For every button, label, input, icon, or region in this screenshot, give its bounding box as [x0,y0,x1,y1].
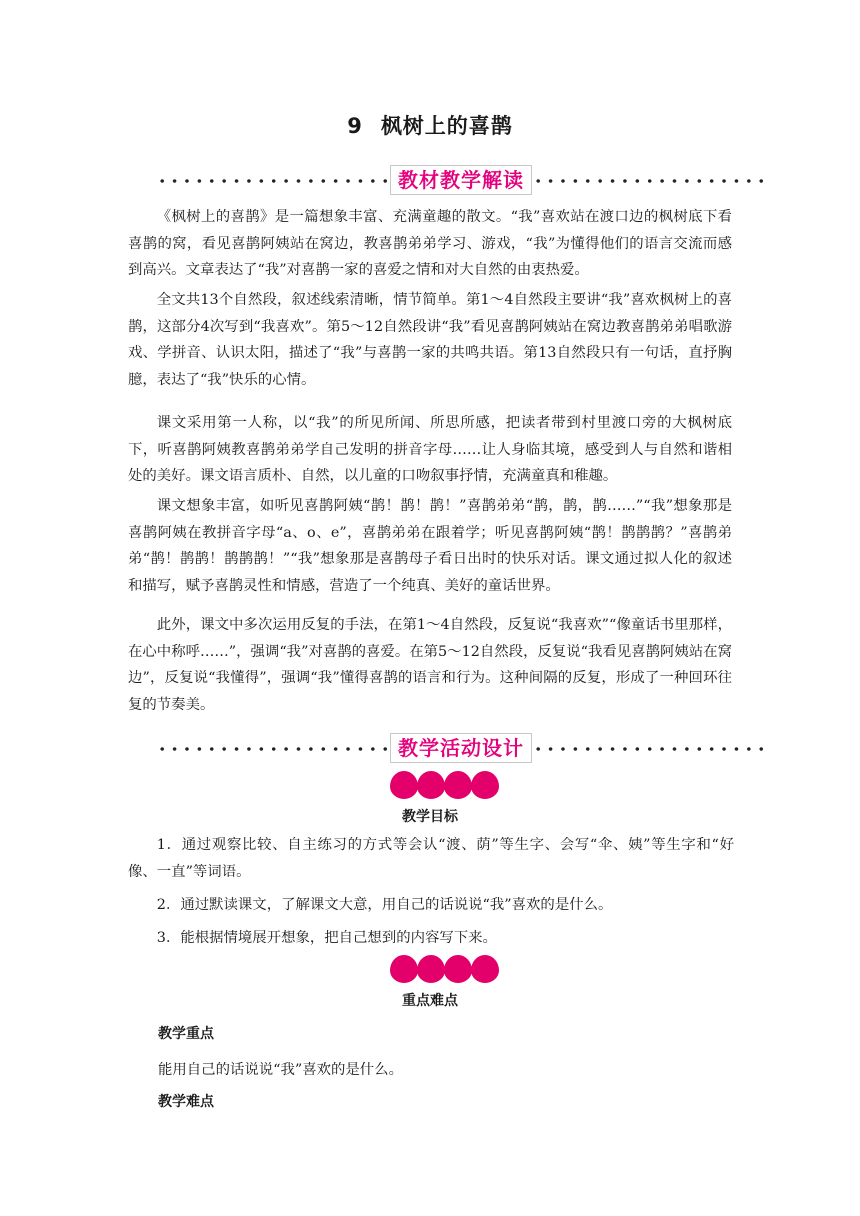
section-banner-activity [148,733,768,763]
paragraph-4: 课文想象丰富，如听见喜鹊阿姨“鹊！鹊！鹊！”喜鹊弟弟“鹊，鹊，鹊……”“我”想象那是喜鹊阿姨在教拼音字母“a、o、e”，喜鹊弟弟在跟着学；听见喜鹊阿姨“鹊！鹊鹊鹊？”喜鹊弟弟“鹊！鹊鹊！鹊鹊鹊！”“我”想象那是喜鹊母子看日出时的快乐对话。课文通过拟人化的叙述和描写，赋予喜鹊灵性和情感，营造了一个纯真、美好的童话世界。 [128,498,732,594]
lesson-number: 9 [347,114,363,138]
goals-title: 教学目标 [402,809,458,825]
bubble-icon [417,955,445,983]
lesson-title [0,110,860,140]
lesson-title-text: 枫树上的喜鹊 [380,114,513,138]
bubble-icon [471,771,499,799]
key-point-label: 教学重点 [158,1026,214,1042]
dotted-rule-right [532,747,768,751]
difficulty-label: 教学难点 [158,1094,214,1110]
paragraph-3: 课文采用第一人称，以“我”的所见所闻、所思所感，把读者带到村里渡口旁的大枫树底下，听喜鹊阿姨教喜鹊弟弟学自己发明的拼音字母……让人身临其境，感受到人与自然和谐相处的美好。课文语言质朴、自然，以儿童的口吻叙事抒情，充满童真和稚趣。 [128,415,732,484]
bubble-icon [390,771,418,799]
paragraph-2: 全文共13个自然段，叙述线索清晰，情节简单。第1～4自然段主要讲“我”喜欢枫树上的喜鹊，这部分4次写到“我喜欢”。第5～12自然段讲“我”看见喜鹊阿姨站在窝边教喜鹊弟弟唱歌游戏、学拼音、认识太阳，描述了“我”与喜鹊一家的共鸣共语。第13自然段只有一句话，直抒胸臆，表达了“我”快乐的心情。 [128,292,732,388]
dotted-rule-right [532,179,768,183]
dotted-rule-left [156,747,392,751]
bubble-icon [444,771,472,799]
goal-item-2: 2．通过默读课文，了解课文大意，用自己的话说说“我”喜欢的是什么。 [156,897,613,913]
decorative-bubbles [390,771,500,799]
bubble-icon [471,955,499,983]
bubble-icon [417,771,445,799]
section-banner-analysis [148,165,768,195]
section-heading-analysis: 教材教学解读 [390,165,532,195]
key-point-text: 能用自己的话说说“我”喜欢的是什么。 [158,1062,403,1078]
dotted-rule-left [156,179,392,183]
section-heading-activity: 教学活动设计 [390,733,532,763]
goal-item-3: 3．能根据情境展开想象，把自己想到的内容写下来。 [156,930,497,946]
paragraph-1: 《枫树上的喜鹊》是一篇想象丰富、充满童趣的散文。“我”喜欢站在渡口边的枫树底下看喜鹊的窝，看见喜鹊阿姨站在窝边，教喜鹊弟弟学习、游戏，“我”为懂得他们的语言交流而感到高兴。文章表达了“我”对喜鹊一家的喜爱之情和对大自然的由衷热爱。 [128,209,732,278]
key-points-title: 重点难点 [402,993,458,1009]
bubble-icon [444,955,472,983]
bubble-icon [390,955,418,983]
goal-item-1: 1．通过观察比较、自主练习的方式等会认“渡、荫”等生字、会写“伞、姨”等生字和“好像、一直”等词语。 [128,837,734,880]
decorative-bubbles [390,955,500,983]
paragraph-5: 此外，课文中多次运用反复的手法，在第1～4自然段，反复说“我喜欢”“像童话书里那样，在心中称呼……”，强调“我”对喜鹊的喜爱。在第5～12自然段，反复说“我看见喜鹊阿姨站在窝边”，反复说“我懂得”，强调“我”懂得喜鹊的语言和行为。这种间隔的反复，形成了一种回环往复的节奏美。 [128,617,732,713]
